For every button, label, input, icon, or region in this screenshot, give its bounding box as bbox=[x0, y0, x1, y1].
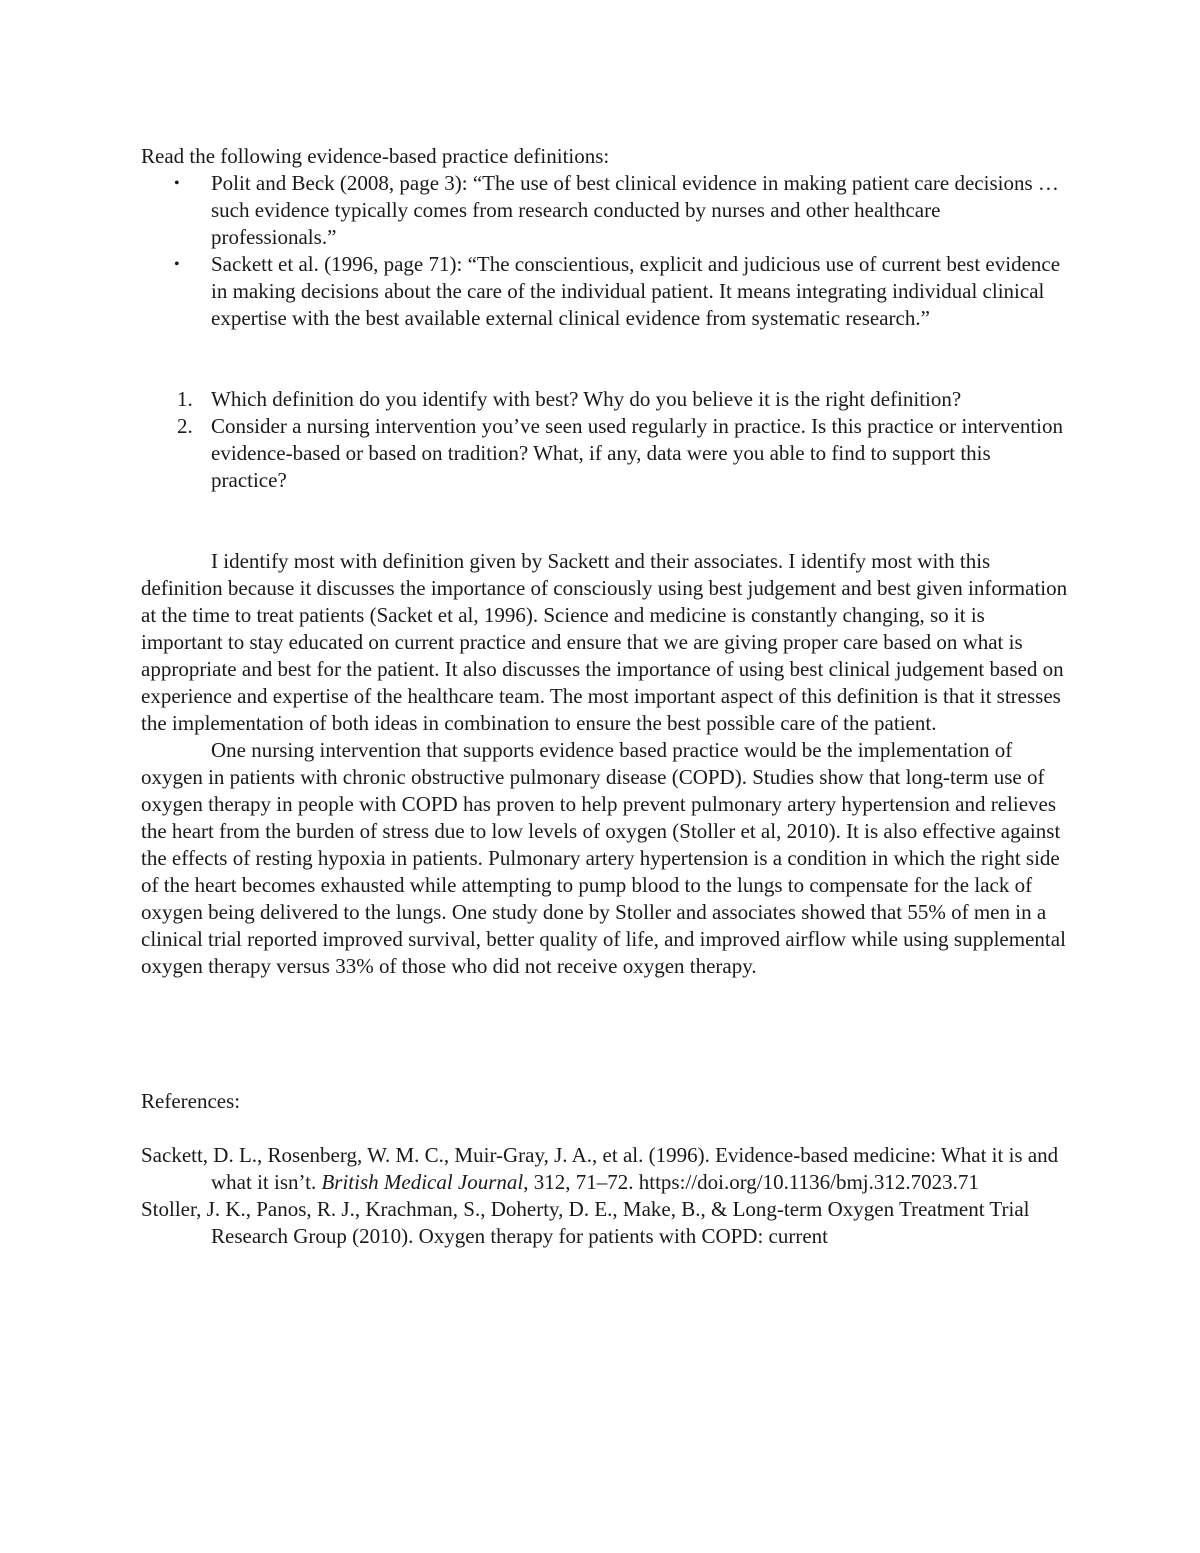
reference-sackett bbox=[141, 1142, 1071, 1196]
question-text: Consider a nursing intervention you’ve seen used regularly in practice. Is this practice or intervention evidence-based or based on tradition? What, if any, data were you able to find to support this practice? bbox=[211, 414, 1063, 492]
question-number: 2. bbox=[177, 414, 193, 438]
question-text: Which definition do you identify with best? Why do you believe it is the right definition? bbox=[211, 387, 962, 411]
list-item bbox=[141, 251, 1071, 332]
list-item bbox=[141, 413, 1071, 494]
reference-sackett-journal: British Medical Journal bbox=[321, 1170, 524, 1194]
reference-sackett-details: , 312, 71–72. https://doi.org/10.1136/bmj.312.7023.71 bbox=[523, 1170, 979, 1194]
reference-stoller: Stoller, J. K., Panos, R. J., Krachman, S., Doherty, D. E., Make, B., & Long-term Oxygen Treatment Trial Research Group (2010). Oxygen therapy for patients with COPD: current bbox=[141, 1197, 1030, 1248]
definition-sackett: Sackett et al. (1996, page 71): “The conscientious, explicit and judicious use of current best evidence in making decisions about the care of the individual patient. It means integrating individual clinical expertise with the best available external clinical evidence from systematic research.” bbox=[211, 252, 1061, 330]
prompt-intro: Read the following evidence-based practice definitions: bbox=[141, 144, 610, 168]
bullet-icon: • bbox=[174, 256, 180, 273]
list-item bbox=[141, 170, 1071, 251]
question-number: 1. bbox=[177, 387, 193, 411]
essay-paragraph-2: One nursing intervention that supports evidence based practice would be the implementation of oxygen in patients with chronic obstructive pulmonary disease (COPD). Studies show that long-term use of oxygen therapy in people with COPD has proven to help prevent pulmonary artery hypertension and relieves the heart from the burden of stress due to low levels of oxygen (Stoller et al, 2010). It is also effective against the effects of resting hypoxia in patients. Pulmonary artery hypertension is a condition in which the right side of the heart becomes exhausted while attempting to pump blood to the lungs to compensate for the lack of oxygen being delivered to the lungs. One study done by Stoller and associates showed that 55% of men in a clinical trial reported improved survival, better quality of life, and improved airflow while using supplemental oxygen therapy versus 33% of those who did not receive oxygen therapy. bbox=[141, 738, 1066, 978]
list-item bbox=[141, 386, 1071, 413]
questions-list bbox=[141, 386, 1071, 494]
definitions-list bbox=[141, 170, 1071, 332]
essay-response bbox=[141, 548, 1071, 980]
document-body bbox=[141, 143, 1071, 1250]
essay-paragraph-1: I identify most with definition given by Sackett and their associates. I identify most with this definition because it discusses the importance of consciously using best judgement and best given information at the time to treat patients (Sacket et al, 1996). Science and medicine is constantly changing, so it is important to stay educated on current practice and ensure that we are giving proper care based on what is appropriate and best for the patient. It also discusses the importance of using best clinical judgement based on experience and expertise of the healthcare team. The most important aspect of this definition is that it stresses the implementation of both ideas in combination to ensure the best possible care of the patient. bbox=[141, 549, 1068, 735]
definition-polit-beck: Polit and Beck (2008, page 3): “The use of best clinical evidence in making patient care decisions … such evidence typically comes from research conducted by nurses and other healthcare professionals.” bbox=[211, 171, 1059, 249]
references-heading: References: bbox=[141, 1089, 241, 1113]
references-list bbox=[141, 1142, 1071, 1250]
reference-sackett-authors: Sackett, D. L., Rosenberg, W. M. C., Muir-Gray, J. A., et al. (1996). Evidence-based medicine: What it is and what it isn’t. bbox=[141, 1143, 1059, 1194]
bullet-icon: • bbox=[174, 175, 180, 192]
